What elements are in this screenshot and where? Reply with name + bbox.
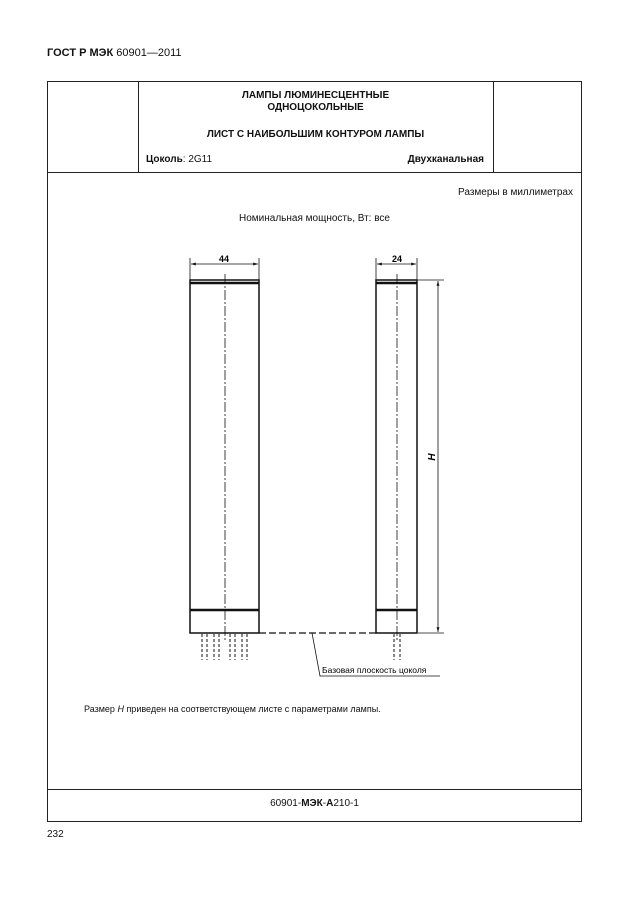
standard-number: 60901—2011 <box>116 47 182 59</box>
base-plane-label: Базовая плоскость цоколя <box>322 665 427 675</box>
cap-value: : 2G11 <box>182 154 213 165</box>
front-pins <box>202 634 247 660</box>
side-view-body <box>376 280 417 633</box>
front-view-body <box>190 280 259 633</box>
code-dash: - <box>322 798 327 809</box>
cap-label: Цоколь <box>146 154 183 165</box>
lamp-title-line2: ОДНОЦОКОЛЬНЫЕ <box>267 102 364 113</box>
channel-type: Двухканальная <box>407 154 484 165</box>
code-letter: А <box>326 798 334 809</box>
page-number: 232 <box>47 829 64 840</box>
front-width-label: 44 <box>218 254 230 264</box>
code-prefix: 60901- <box>270 798 302 809</box>
side-pins <box>394 634 400 660</box>
lamp-title-line1: ЛАМПЫ ЛЮМИНЕСЦЕНТНЫЕ <box>241 90 390 101</box>
code-suffix: 210-1 <box>333 798 359 809</box>
note-h-symbol: H <box>117 704 124 714</box>
sheet-title: ЛИСТ С НАИБОЛЬШИМ КОНТУРОМ ЛАМПЫ <box>206 129 425 140</box>
note-prefix: Размер <box>84 704 118 714</box>
standard-prefix: ГОСТ Р МЭК <box>47 47 114 59</box>
code-iec: МЭК <box>301 798 323 809</box>
note-suffix: приведен на соответствующем листе с параметрами лампы. <box>123 704 381 714</box>
units-note: Размеры в миллиметрах <box>458 187 573 198</box>
height-label: H <box>427 453 438 461</box>
power-note: Номинальная мощность, Вт: все <box>239 213 390 224</box>
side-width-label: 24 <box>391 254 403 264</box>
